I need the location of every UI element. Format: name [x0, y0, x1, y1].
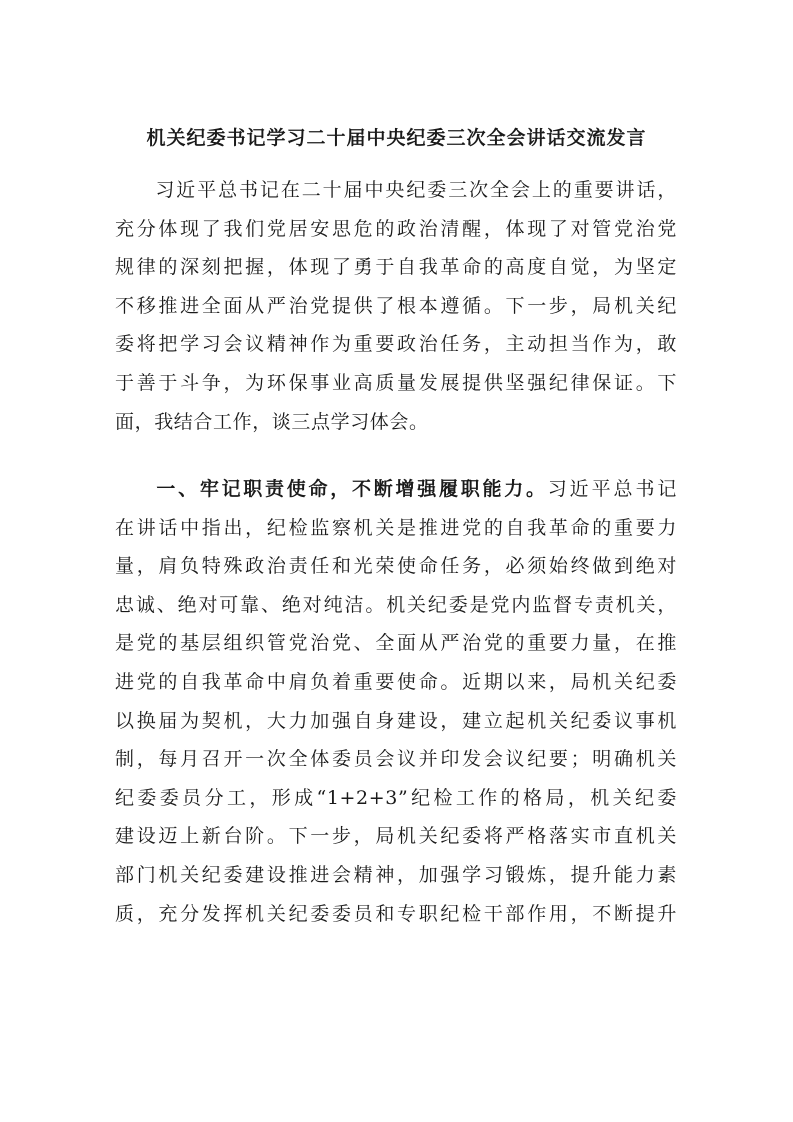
paragraph-line: 是党的基层组织管党治党、全面从严治党的重要力量，在推 — [115, 632, 677, 655]
paragraph-line: 进党的自我革命中肩负着重要使命。近期以来，局机关纪委 — [115, 670, 677, 693]
paragraph-line: 建设迈上新台阶。下一步，局机关纪委将严格落实市直机关 — [115, 825, 677, 848]
document-title: 机关纪委书记学习二十届中央纪委三次全会讲话交流发言 — [146, 127, 647, 149]
paragraph-line: 纪委委员分工，形成“1+2+3”纪检工作的格局，机关纪委 — [115, 786, 677, 809]
paragraph-line: 质，充分发挥机关纪委委员和专职纪检干部作用，不断提升 — [115, 902, 677, 925]
section-heading: 一、牢记职责使命，不断增强履职能力。 — [154, 478, 548, 500]
paragraph-line: 制，每月召开一次全体委员会议并印发会议纪要；明确机关 — [115, 748, 677, 771]
paragraph-intro — [115, 171, 677, 441]
paragraph-line: 习近平总书记在二十届中央纪委三次全会上的重要讲话， — [154, 179, 677, 201]
paragraph-line: 于善于斗争，为环保事业高质量发展提供坚强纪律保证。下 — [115, 371, 677, 394]
paragraph-line: 面，我结合工作，谈三点学习体会。 — [115, 410, 429, 433]
paragraph-line: 规律的深刻把握，体现了勇于自我革命的高度自觉，为坚定 — [115, 256, 677, 279]
paragraph-line: 以换届为契机，大力加强自身建设，建立起机关纪委议事机 — [115, 709, 677, 732]
paragraph-section-one — [115, 470, 677, 933]
paragraph-line: 量，肩负特殊政治责任和光荣使命任务，必须始终做到绝对 — [115, 555, 677, 578]
paragraph-line: 在讲话中指出，纪检监察机关是推进党的自我革命的重要力 — [115, 516, 677, 539]
paragraph-line: 不移推进全面从严治党提供了根本遵循。下一步，局机关纪 — [115, 294, 677, 317]
paragraph-line: 充分体现了我们党居安思危的政治清醒，体现了对管党治党 — [115, 217, 677, 240]
paragraph-line: 委将把学习会议精神作为重要政治任务，主动担当作为，敢 — [115, 333, 677, 356]
paragraph-line: 忠诚、绝对可靠、绝对纯洁。机关纪委是党内监督专责机关， — [115, 593, 677, 616]
paragraph-line: 一、牢记职责使命，不断增强履职能力。习近平总书记 — [154, 478, 677, 500]
paragraph-line: 部门机关纪委建设推进会精神，加强学习锻炼，提升能力素 — [115, 863, 677, 886]
